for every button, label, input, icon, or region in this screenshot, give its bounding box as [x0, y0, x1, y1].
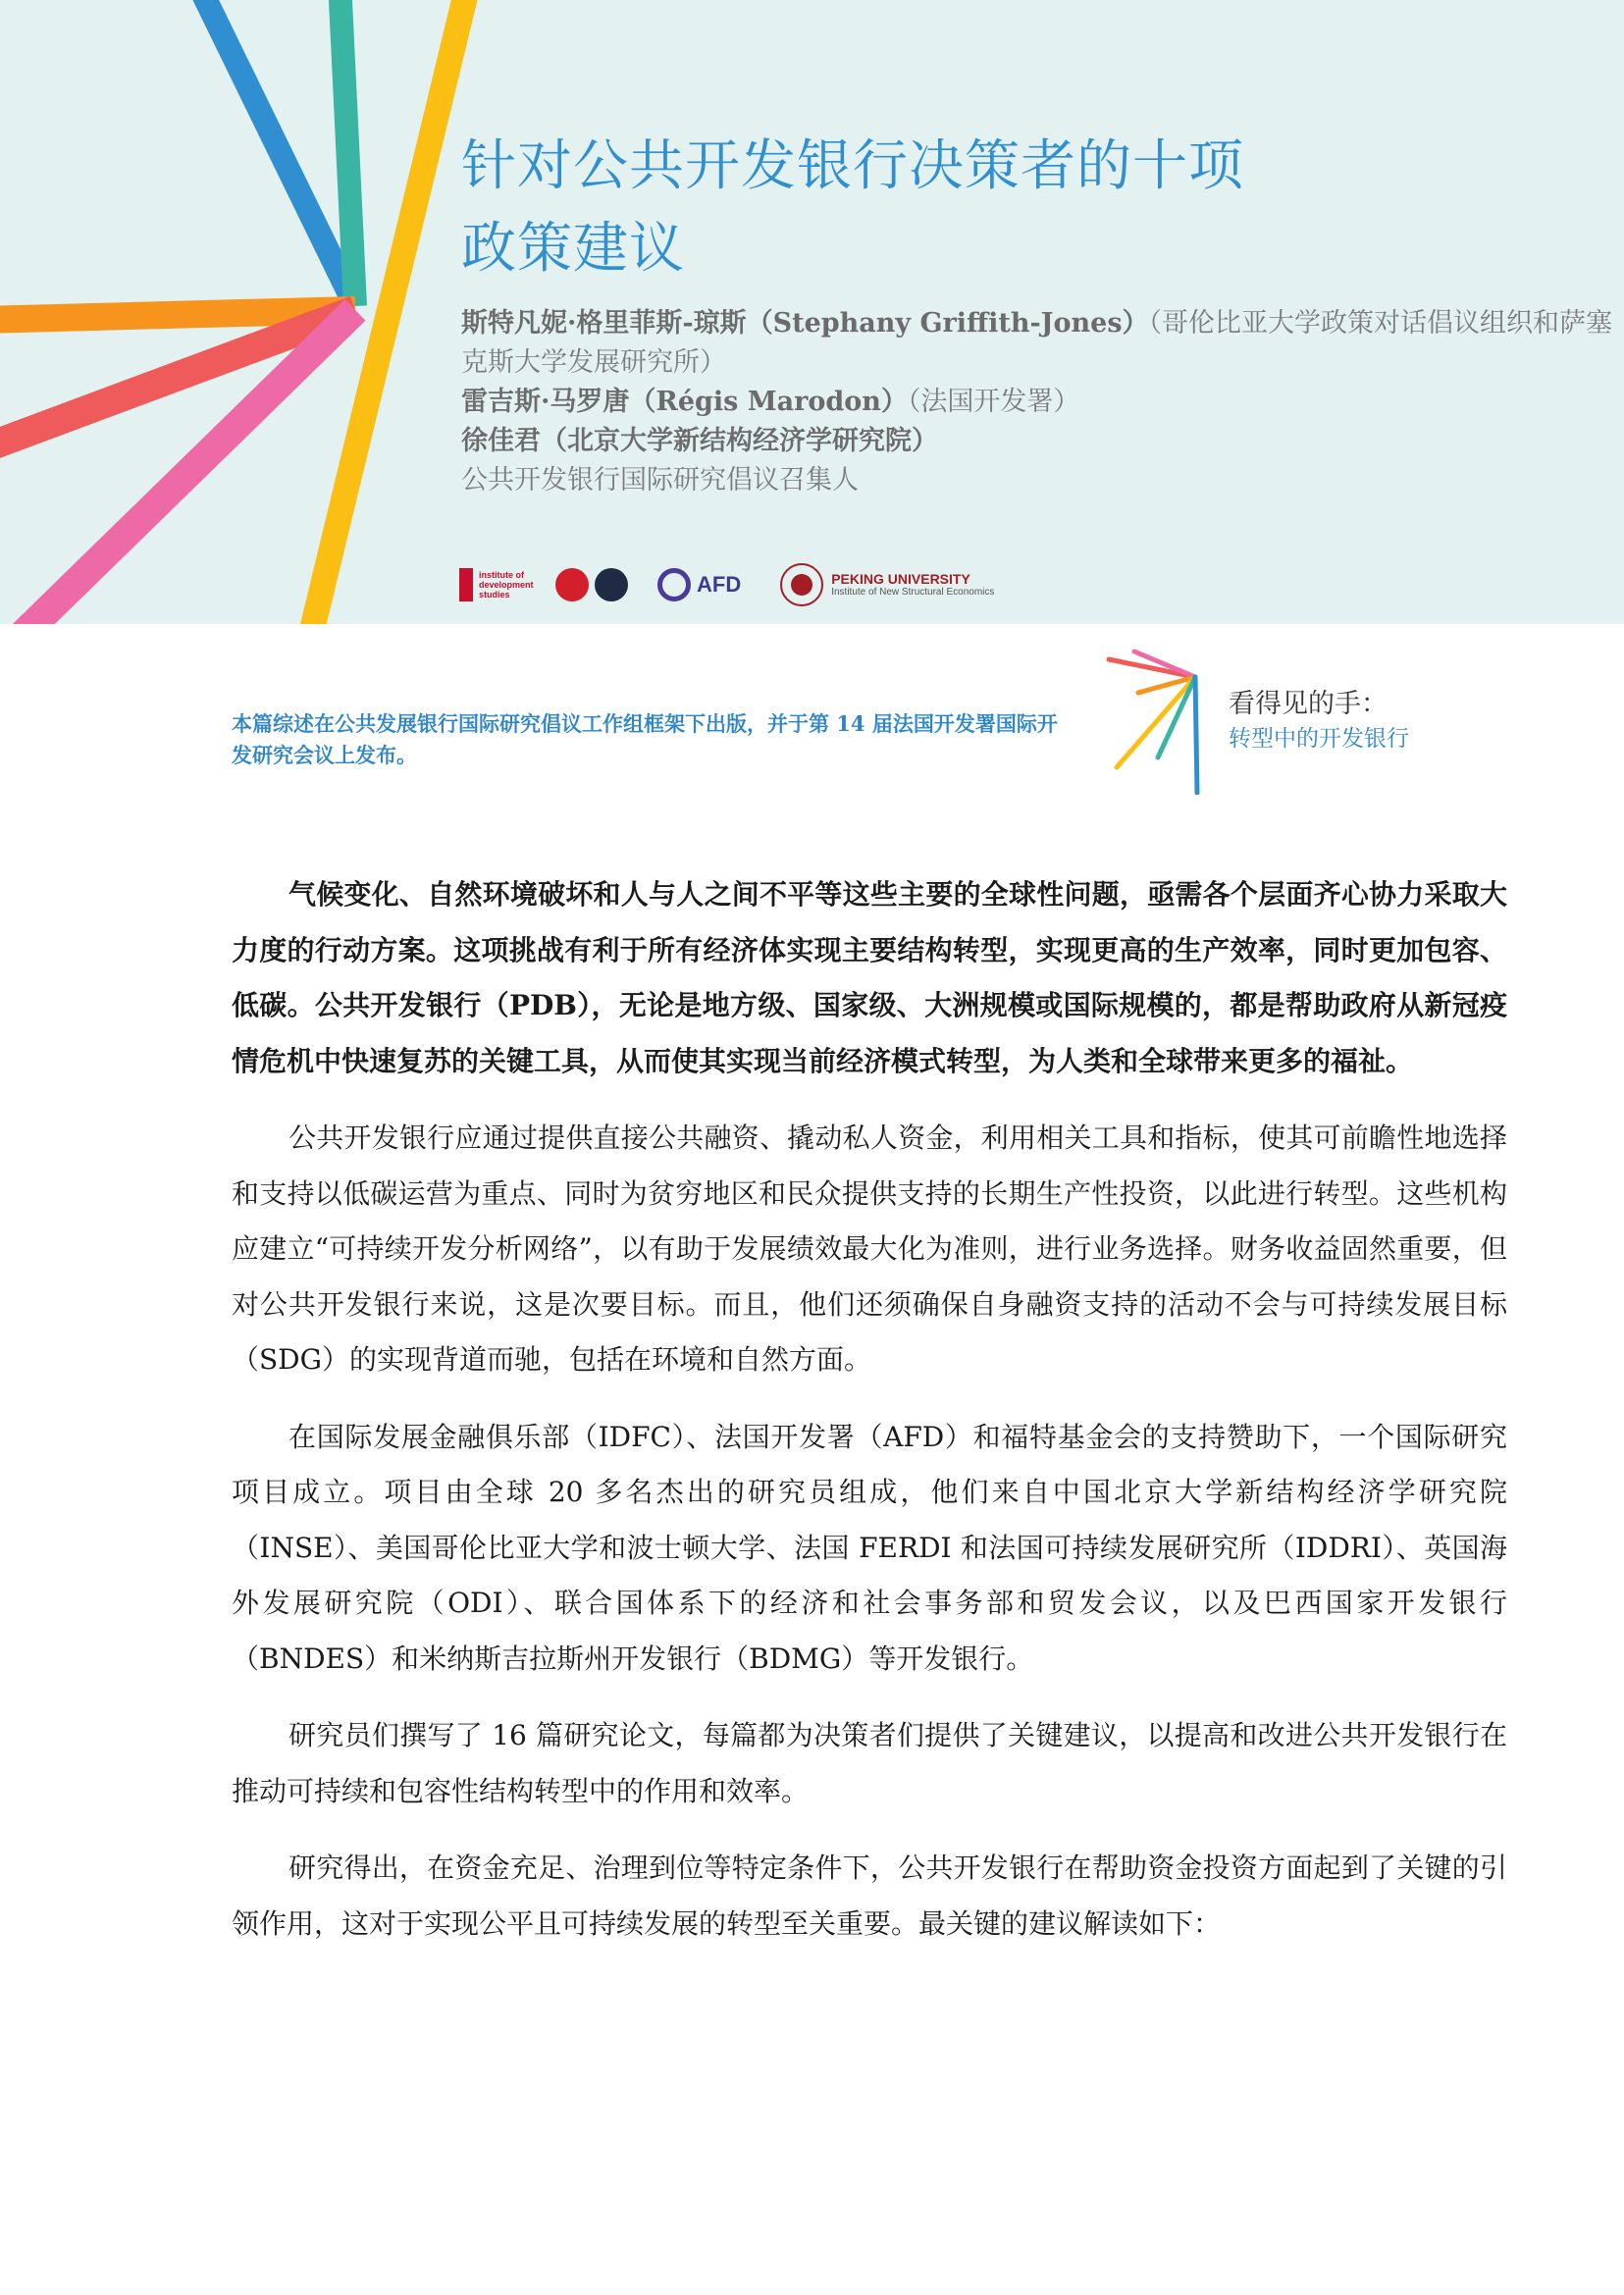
- lead-paragraph: 气候变化、自然环境破坏和人与人之间不平等这些主要的全球性问题，亟需各个层面齐心协力采取大力度的行动方案。这项挑战有利于所有经济体实现主要结构转型，实现更高的生产效率，同时更加包容、低碳。公共开发银行（PDB），无论是地方级、国家级、大洲规模或国际规模的，都是帮助政府从新冠疫情危机中快速复苏的关键工具，从而使其实现当前经济模式转型，为人类和全球带来更多的福祉。: [232, 878, 1507, 1077]
- author-name: 斯特凡妮·格里菲斯-琼斯（Stephany Griffith-Jones）: [461, 308, 1149, 339]
- author-affiliation: （法国开发署）: [907, 387, 1080, 417]
- afd-logo: [657, 568, 741, 601]
- pku-logo: [780, 563, 994, 606]
- body-paragraph: 研究得出，在资金充足、治理到位等特定条件下，公共开发银行在帮助资金投资方面起到了关键的引领作用，这对于实现公平且可持续发展的转型至关重要。最关键的建议解读如下：: [232, 1852, 1507, 1940]
- afd-logo-text: AFD: [697, 572, 742, 597]
- author-line: [461, 461, 1624, 500]
- pku-logo-name: PEKING UNIVERSITY: [831, 571, 970, 587]
- body-paragraph: 研究员们撰写了 16 篇研究论文，每篇都为决策者们提供了关键建议，以提高和改进公共开发银行在推动可持续和包容性结构转型中的作用和效率。: [232, 1719, 1507, 1807]
- author-list: [461, 304, 1624, 500]
- author-name: 徐佳君（北京大学新结构经济学研究院）: [461, 426, 938, 456]
- author-name: 雷吉斯·马罗唐（Régis Marodon）: [461, 387, 908, 417]
- title-line: 针对公共开发银行决策者的十项: [461, 134, 1244, 198]
- author-line: [461, 383, 1624, 422]
- pku-logo-institute: Institute of New Structural Economics: [831, 587, 995, 598]
- author-affiliation: 克斯大学发展研究所）: [461, 347, 726, 378]
- cover-header: [0, 0, 1624, 624]
- partner-badge-icon: [555, 568, 589, 601]
- author-line: [461, 422, 1624, 461]
- ids-logo-text: institute of development studies: [479, 570, 534, 600]
- author-line: [461, 304, 1624, 343]
- body-paragraph: 在国际发展金融俱乐部（IDFC）、法国开发署（AFD）和福特基金会的支持赞助下，一个国际研究项目成立。项目由全球 20 多名杰出的研究员组成，他们来自中国北京大学新结构经济学研究院（INSE）、美国哥伦比亚大学和波士顿大学、法国 FERDI 和法国可持续发展研究所（IDDRI）、英国海外发展研究院（ODI）、联合国体系下的经济和社会事务部和贸发会议，以及巴西国家开发银行（BNDES）和米纳斯吉拉斯州开发银行（BDMG）等开发银行。: [232, 1420, 1507, 1675]
- series-rays-icon: [1099, 648, 1227, 795]
- ids-logo: [459, 568, 540, 601]
- partner-badge-icon: [595, 568, 628, 601]
- ray-teal: [340, 0, 355, 306]
- author-affiliation: 公共开发银行国际研究倡议召集人: [461, 465, 859, 496]
- author-affiliation: （哥伦比亚大学政策对话倡议组织和萨塞: [1148, 308, 1613, 339]
- afd-ring-icon: [657, 568, 691, 601]
- series-title: 看得见的手：: [1229, 689, 1388, 719]
- series-subtitle: 转型中的开发银行: [1229, 726, 1409, 752]
- body-text: [232, 867, 1507, 1973]
- body-paragraph: 公共开发银行应通过提供直接公共融资、撬动私人资金，利用相关工具和指标，使其可前瞻性地选择和支持以低碳运营为重点、同时为贫穷地区和民众提供支持的长期生产性投资，以此进行转型。这些机构应建立“可持续开发分析网络”，以有助于发展绩效最大化为准则，进行业务选择。财务收益固然重要，但对公共开发银行来说，这是次要目标。而且，他们还须确保自身融资支持的活动不会与可持续发展目标（SDG）的实现背道而驰，包括在环境和自然方面。: [232, 1121, 1507, 1376]
- series-label: [1229, 687, 1409, 756]
- ids-logo-icon: [459, 568, 473, 601]
- publication-notice: 本篇综述在公共发展银行国际研究倡议工作组框架下出版，并于第 14 届法国开发署国际开发研究会议上发布。: [232, 711, 1058, 767]
- title-line: 政策建议: [461, 217, 685, 281]
- pku-seal-icon: [780, 563, 823, 606]
- author-line: [461, 343, 1624, 383]
- partner-logos: [459, 561, 994, 608]
- page-title: [461, 126, 1244, 290]
